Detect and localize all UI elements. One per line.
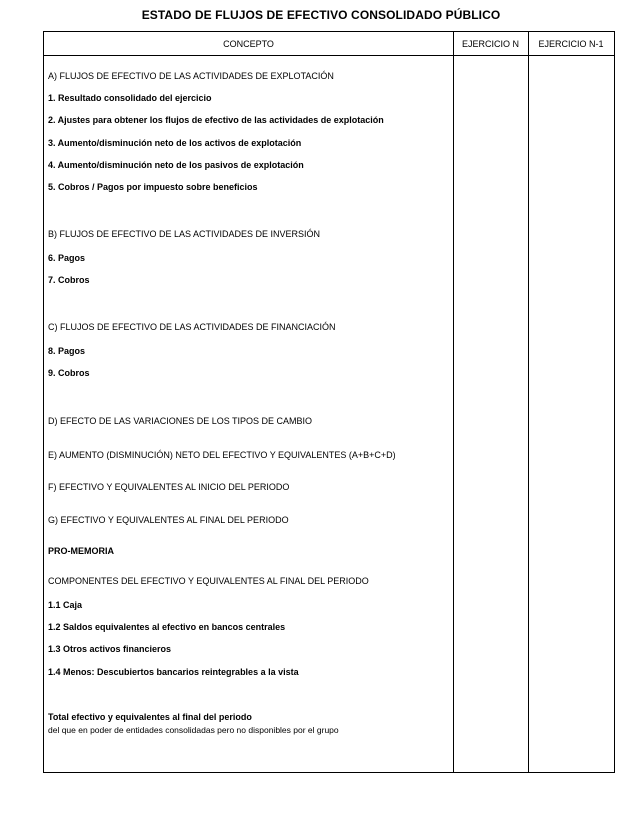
row-componentes: COMPONENTES DEL EFECTIVO Y EQUIVALENTES AL FINAL DEL PERIODO	[48, 576, 369, 586]
row-item-1: 1. Resultado consolidado del ejercicio	[48, 93, 212, 103]
row-item-1-3: 1.3 Otros activos financieros	[48, 644, 172, 654]
row-item-1-1: 1.1 Caja	[48, 600, 83, 610]
row-section-e: E) AUMENTO (DISMINUCIÓN) NETO DEL EFECTIVO Y EQUIVALENTES (A+B+C+D)	[48, 450, 396, 460]
header-divider	[44, 55, 614, 56]
row-section-b: B) FLUJOS DE EFECTIVO DE LAS ACTIVIDADES DE INVERSIÓN	[48, 229, 321, 239]
cash-flow-table	[43, 31, 615, 773]
column-header-ejercicio-n: EJERCICIO N	[461, 39, 519, 49]
row-section-f: F) EFECTIVO Y EQUIVALENTES AL INICIO DEL PERIODO	[48, 482, 290, 492]
row-pro-memoria: PRO-MEMORIA	[48, 546, 114, 556]
column-header-concepto: CONCEPTO	[223, 39, 274, 49]
row-total-efectivo: Total efectivo y equivalentes al final del periodo	[48, 712, 252, 722]
row-section-g: G) EFECTIVO Y EQUIVALENTES AL FINAL DEL PERIODO	[48, 515, 289, 525]
column-divider-n1	[528, 32, 529, 772]
row-item-9: 9. Cobros	[48, 368, 90, 378]
column-divider-n	[453, 32, 454, 772]
row-item-1-4: 1.4 Menos: Descubiertos bancarios reintegrables a la vista	[48, 667, 299, 677]
row-section-c: C) FLUJOS DE EFECTIVO DE LAS ACTIVIDADES DE FINANCIACIÓN	[48, 322, 336, 332]
row-item-2: 2. Ajustes para obtener los flujos de efectivo de las actividades de explotación	[48, 115, 384, 125]
row-item-3: 3. Aumento/disminución neto de los activos de explotación	[48, 138, 302, 148]
document-title: ESTADO DE FLUJOS DE EFECTIVO CONSOLIDADO PÚBLICO	[141, 8, 501, 22]
column-header-ejercicio-n1: EJERCICIO N-1	[538, 39, 604, 49]
row-item-1-2: 1.2 Saldos equivalentes al efectivo en bancos centrales	[48, 622, 286, 632]
row-section-a: A) FLUJOS DE EFECTIVO DE LAS ACTIVIDADES DE EXPLOTACIÓN	[48, 71, 334, 81]
row-item-5: 5. Cobros / Pagos por impuesto sobre beneficios	[48, 182, 258, 192]
row-item-4: 4. Aumento/disminución neto de los pasivos de explotación	[48, 160, 304, 170]
row-item-7: 7. Cobros	[48, 275, 90, 285]
row-section-d: D) EFECTO DE LAS VARIACIONES DE LOS TIPOS DE CAMBIO	[48, 416, 313, 426]
row-item-6: 6. Pagos	[48, 253, 86, 263]
row-item-8: 8. Pagos	[48, 346, 86, 356]
row-no-disponibles: del que en poder de entidades consolidadas pero no disponibles por el grupo	[48, 725, 339, 735]
